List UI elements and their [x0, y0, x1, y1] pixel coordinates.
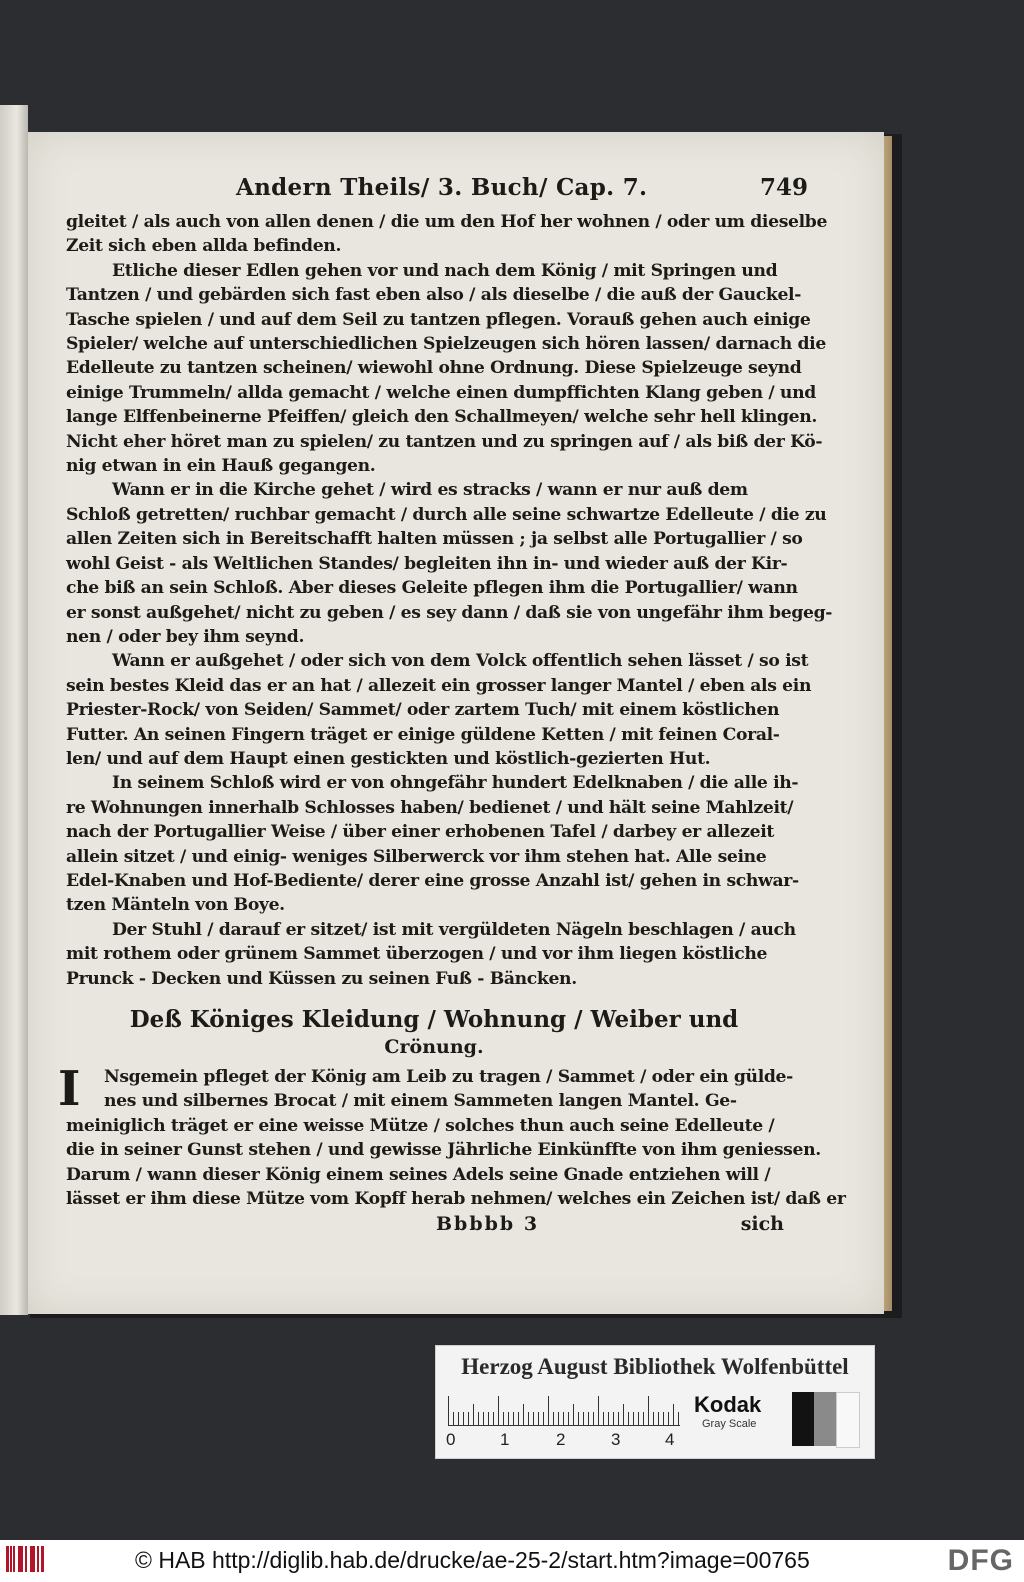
ruler-tick [603, 1412, 604, 1426]
barcode-stripe [6, 1546, 9, 1572]
final-paragraph-lines [66, 1065, 846, 1211]
ruler-tick [588, 1412, 589, 1426]
text-line: Wann er in die Kirche gehet / wird es stracks / wann er nur auß dem [112, 480, 748, 501]
page-number: 749 [759, 174, 808, 201]
ruler-tick [568, 1412, 569, 1426]
catchword: sich [740, 1213, 784, 1236]
ruler-number-4: 4 [665, 1430, 675, 1449]
barcode-icon [6, 1546, 46, 1572]
ruler-tick [493, 1412, 494, 1426]
ruler-tick [618, 1412, 619, 1426]
text-line: Zeit sich eben allda befinden. [66, 236, 342, 257]
signature-mark: Bbbbb 3 [436, 1213, 540, 1236]
text-line: Nicht eher höret man zu spielen/ zu tantzen und zu springen auf / als biß der Kö- [66, 431, 823, 452]
ruler-tick [488, 1412, 489, 1426]
ruler-tick [528, 1412, 529, 1426]
ruler-tick [468, 1412, 469, 1426]
ruler-tick [503, 1412, 504, 1426]
text-line: er sonst außgehet/ nicht zu geben / es sey dann / daß sie von ungefähr ihm begeg- [66, 602, 833, 623]
text-line: Schloß getretten/ ruchbar gemacht / durch alle seine schwartze Edelleute / die zu [66, 504, 827, 525]
ruler-tick [598, 1396, 599, 1426]
text-line: Wann er außgehet / oder sich von dem Volck offentlich sehen lässet / so ist [112, 651, 809, 672]
text-line: re Wohnungen innerhalb Schlosses haben/ bedienet / und hält seine Mahlzeit/ [66, 797, 794, 818]
text-line: Edel-Knaben und Hof-Bediente/ derer eine grosse Anzahl ist/ gehen in schwar- [66, 870, 799, 891]
text-line: lässet er ihm diese Mütze vom Kopff herab nehmen/ welches ein Zeichen ist/ daß er [66, 1189, 846, 1210]
black-swatch [792, 1392, 814, 1446]
gray-swatch [814, 1392, 836, 1446]
ruler-tick [473, 1404, 474, 1426]
text-line: gleitet / als auch von allen denen / die um den Hof her wohnen / oder um dieselbe [66, 212, 828, 232]
barcode-stripe [10, 1546, 12, 1572]
text-line: nach der Portugallier Weise / über einer erhobenen Tafel / darbey er allezeit [66, 822, 774, 843]
barcode-stripe [41, 1546, 44, 1572]
footer-bar [0, 1540, 1024, 1582]
text-line: Etliche dieser Edlen gehen vor und nach dem König / mit Springen und [112, 260, 778, 281]
ruler-tick [648, 1396, 649, 1426]
book-page [28, 132, 884, 1314]
ruler-tick [538, 1412, 539, 1426]
ruler-tick [548, 1396, 549, 1426]
ruler-tick [633, 1412, 634, 1426]
text-line: sein bestes Kleid das er an hat / allezeit ein grosser langer Mantel / eben als ein [66, 675, 812, 696]
text-line: allen Zeiten sich in Bereitschafft halten müssen ; ja selbst alle Portugallier / so [66, 529, 803, 550]
ruler-tick [518, 1412, 519, 1426]
text-line: nig etwan in ein Hauß gegangen. [66, 456, 376, 477]
text-line: die in seiner Gunst stehen / und gewisse Jährliche Einkünffte von ihm geniessen. [66, 1140, 821, 1161]
white-swatch [836, 1392, 860, 1448]
drop-cap: I [58, 1061, 81, 1117]
barcode-stripe [37, 1546, 39, 1572]
final-paragraph [58, 1061, 846, 1211]
text-line: nen / oder bey ihm seynd. [66, 626, 305, 647]
ruler-tick [543, 1412, 544, 1426]
ruler-tick [448, 1396, 449, 1426]
dfg-logo: DFG [947, 1544, 1014, 1577]
library-name: Herzog August Bibliothek Wolfenbüttel [461, 1354, 849, 1379]
ruler-tick [463, 1412, 464, 1426]
ruler-tick [553, 1412, 554, 1426]
ruler-tick [623, 1404, 624, 1426]
gray-scale-label: Gray Scale [702, 1418, 757, 1430]
ruler-tick [643, 1412, 644, 1426]
barcode-stripe [13, 1546, 15, 1572]
ruler-number-0: 0 [446, 1430, 456, 1449]
library-color-card [435, 1345, 875, 1459]
text-line: mit rothem oder grünem Sammet überzogen / und vor ihm liegen köstliche [66, 944, 768, 965]
page-text-area [58, 170, 846, 1239]
ruler-tick [593, 1412, 594, 1426]
kodak-logo: Kodak [694, 1392, 762, 1417]
text-line: che biß an sein Schloß. Aber dieses Geleite pflegen ihm die Portugallier/ wann [66, 578, 798, 599]
running-head-title: Andern Theils/ 3. Buch/ Cap. 7. [236, 174, 648, 201]
ruler-tick [508, 1412, 509, 1426]
ruler-tick [613, 1412, 614, 1426]
ruler-tick [658, 1412, 659, 1426]
text-line: Prunck - Decken und Küssen zu seinen Fuß - Bäncken. [66, 968, 577, 989]
ruler-tick [678, 1412, 679, 1426]
text-line: Nsgemein pfleget der König am Leib zu tragen / Sammet / oder ein gülde- [104, 1067, 793, 1087]
ruler-tick [573, 1404, 574, 1426]
ruler-tick [533, 1412, 534, 1426]
ruler-tick [583, 1412, 584, 1426]
text-line: Futter. An seinen Fingern träget er einige güldene Ketten / mit feinen Coral- [66, 724, 780, 745]
ruler-tick [668, 1412, 669, 1426]
ruler-tick [578, 1412, 579, 1426]
text-line: len/ und auf dem Haupt einen gestickten und köstlich-gezierten Hut. [66, 748, 711, 769]
section-heading: Deß Königes Kleidung / Wohnung / Weiber und [129, 1006, 739, 1033]
ruler-tick [478, 1412, 479, 1426]
ruler-tick [523, 1404, 524, 1426]
ruler-tick [608, 1412, 609, 1426]
ruler-tick [513, 1412, 514, 1426]
ruler-tick [673, 1404, 674, 1426]
text-line: nes und silbernes Brocat / mit einem Sammeten langen Mantel. Ge- [104, 1091, 737, 1112]
text-line: Tantzen / und gebärden sich fast eben also / als dieselbe / die auß der Gauckel- [66, 285, 802, 306]
text-line: Spieler/ welche auf unterschiedlichen Spielzeugen sich hören lassen/ darnach die [66, 334, 826, 355]
running-head [66, 170, 808, 210]
ruler-tick [483, 1412, 484, 1426]
barcode-stripe [25, 1546, 27, 1572]
previous-page-edge [0, 105, 28, 1315]
ruler-tick [453, 1412, 454, 1426]
text-line: wohl Geist - als Weltlichen Standes/ begleiten ihn in- und wieder auß der Kir- [66, 553, 788, 574]
measurement-ruler [448, 1394, 680, 1426]
text-line: einige Trummeln/ allda gemacht / welche einen dumpffichten Klang geben / und [66, 382, 816, 403]
text-line: Priester-Rock/ von Seiden/ Sammet/ oder zartem Tuch/ mit einem köstlichen [66, 700, 780, 721]
ruler-tick [628, 1412, 629, 1426]
ruler-number-3: 3 [611, 1430, 621, 1449]
body-paragraphs [66, 210, 833, 991]
ruler-number-1: 1 [500, 1430, 510, 1449]
text-line: allein sitzet / und einig- weniges Silberwerck vor ihm stehen hat. Alle seine [66, 846, 767, 867]
text-line: Darum / wann dieser König einem seines Adels seine Gnade entziehen will / [66, 1164, 771, 1185]
text-line: Der Stuhl / darauf er sitzet/ ist mit vergüldeten Nägeln beschlagen / auch [112, 919, 796, 940]
ruler-tick [498, 1396, 499, 1426]
copyright-link[interactable]: © HAB http://diglib.hab.de/drucke/ae-25-2/start.htm?image=00765 [135, 1547, 810, 1573]
ruler-tick [653, 1412, 654, 1426]
text-line: Edelleute zu tantzen scheinen/ wiewohl ohne Ordnung. Diese Spielzeuge seynd [66, 358, 802, 379]
text-line: tzen Mänteln von Boye. [66, 895, 285, 916]
ruler-tick [563, 1412, 564, 1426]
ruler-number-2: 2 [556, 1430, 566, 1449]
ruler-tick [638, 1412, 639, 1426]
text-line: Tasche spielen / und auf dem Seil zu tantzen pflegen. Vorauß gehen auch einige [66, 309, 811, 330]
section-heading-continued: Crönung. [384, 1036, 484, 1058]
ruler-tick [558, 1412, 559, 1426]
text-line: meiniglich träget er eine weisse Mütze / solches thun auch seine Edelleute / [66, 1115, 775, 1136]
barcode-stripe [21, 1546, 23, 1572]
text-line: lange Elffenbeinerne Pfeiffen/ gleich den Schallmeyen/ welche sehr hell klingen. [66, 407, 818, 428]
page-footer [66, 1211, 802, 1239]
ruler-tick [458, 1412, 459, 1426]
ruler-tick [663, 1412, 664, 1426]
barcode-stripe [33, 1546, 35, 1572]
text-line: In seinem Schloß wird er von ohngefähr hundert Edelknaben / die alle ih- [112, 773, 799, 794]
